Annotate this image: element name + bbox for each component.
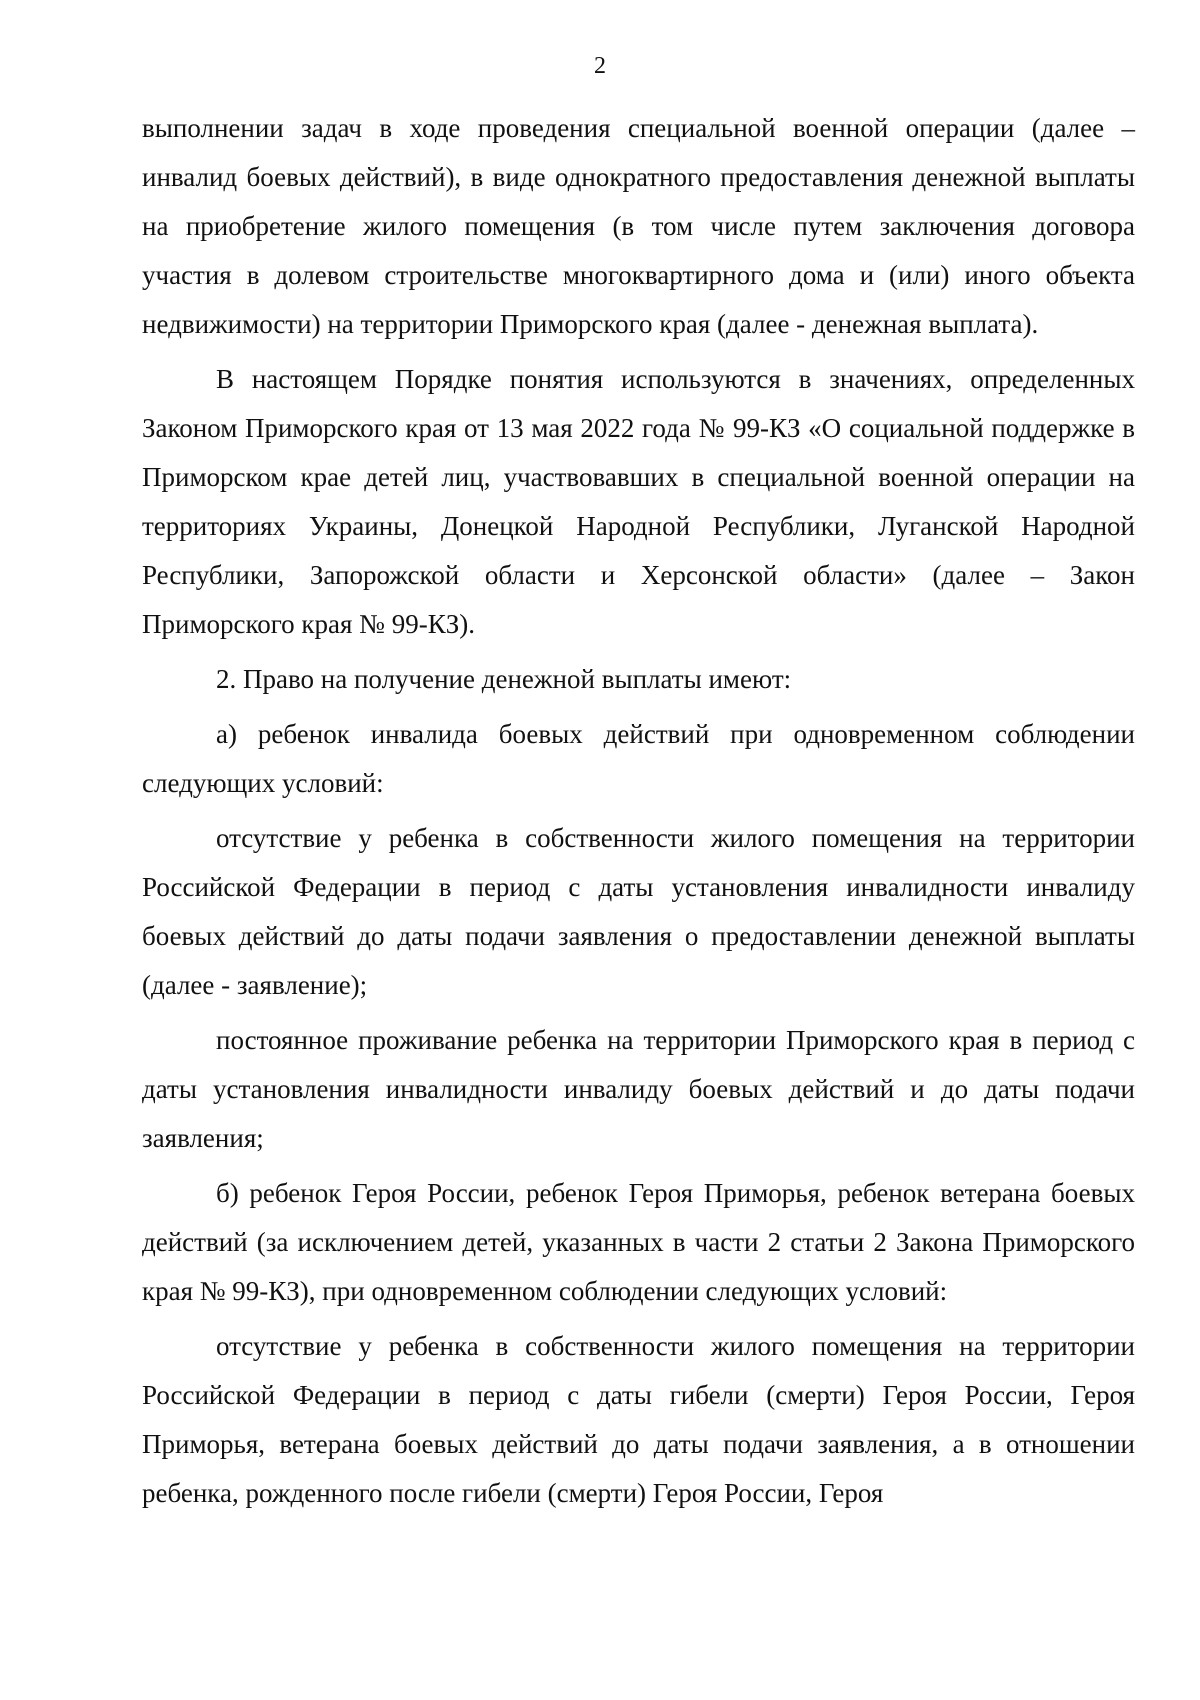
paragraph-definitions: В настоящем Порядке понятия используются в значениях, определенных Законом Приморского края от 13 мая 2022 года № 99-КЗ «О социальной поддержке в Приморском крае детей лиц, участвовавших в специальной военной операции на территориях Украины, Донецкой Народной Республики, Луганской Народной Республики, Запорожской области и Херсонской области» (далее – Закон Приморского края № 99-КЗ). — [142, 364, 1135, 639]
page-number: 2 — [594, 53, 606, 79]
paragraph-b-condition-1: отсутствие у ребенка в собственности жилого помещения на территории Российской Федерации в период с даты гибели (смерти) Героя России, Героя Приморья, ветерана боевых действий до даты подачи заявления, а в отношении ребенка, рожденного после гибели (смерти) Героя России, Героя — [142, 1331, 1135, 1508]
paragraph-item-a: а) ребенок инвалида боевых действий при одновременном соблюдении следующих условий: — [142, 719, 1135, 798]
paragraph-a-condition-2: постоянное проживание ребенка на территории Приморского края в период с даты установления инвалидности инвалиду боевых действий и до даты подачи заявления; — [142, 1025, 1135, 1153]
document-body — [142, 104, 1135, 1518]
paragraph-continuation: выполнении задач в ходе проведения специальной военной операции (далее – инвалид боевых действий), в виде однократного предоставления денежной выплаты на приобретение жилого помещения (в том числе путем заключения договора участия в долевом строительстве многоквартирного дома и (или) иного объекта недвижимости) на территории Приморского края (далее - денежная выплата). — [142, 113, 1135, 339]
paragraph-item-b: б) ребенок Героя России, ребенок Героя Приморья, ребенок ветерана боевых действий (за исключением детей, указанных в части 2 статьи 2 Закона Приморского края № 99-КЗ), при одновременном соблюдении следующих условий: — [142, 1178, 1135, 1306]
paragraph-section-2: 2. Право на получение денежной выплаты имеют: — [216, 664, 792, 694]
paragraph-a-condition-1: отсутствие у ребенка в собственности жилого помещения на территории Российской Федерации в период с даты установления инвалидности инвалиду боевых действий до даты подачи заявления о предоставлении денежной выплаты (далее - заявление); — [142, 823, 1135, 1000]
